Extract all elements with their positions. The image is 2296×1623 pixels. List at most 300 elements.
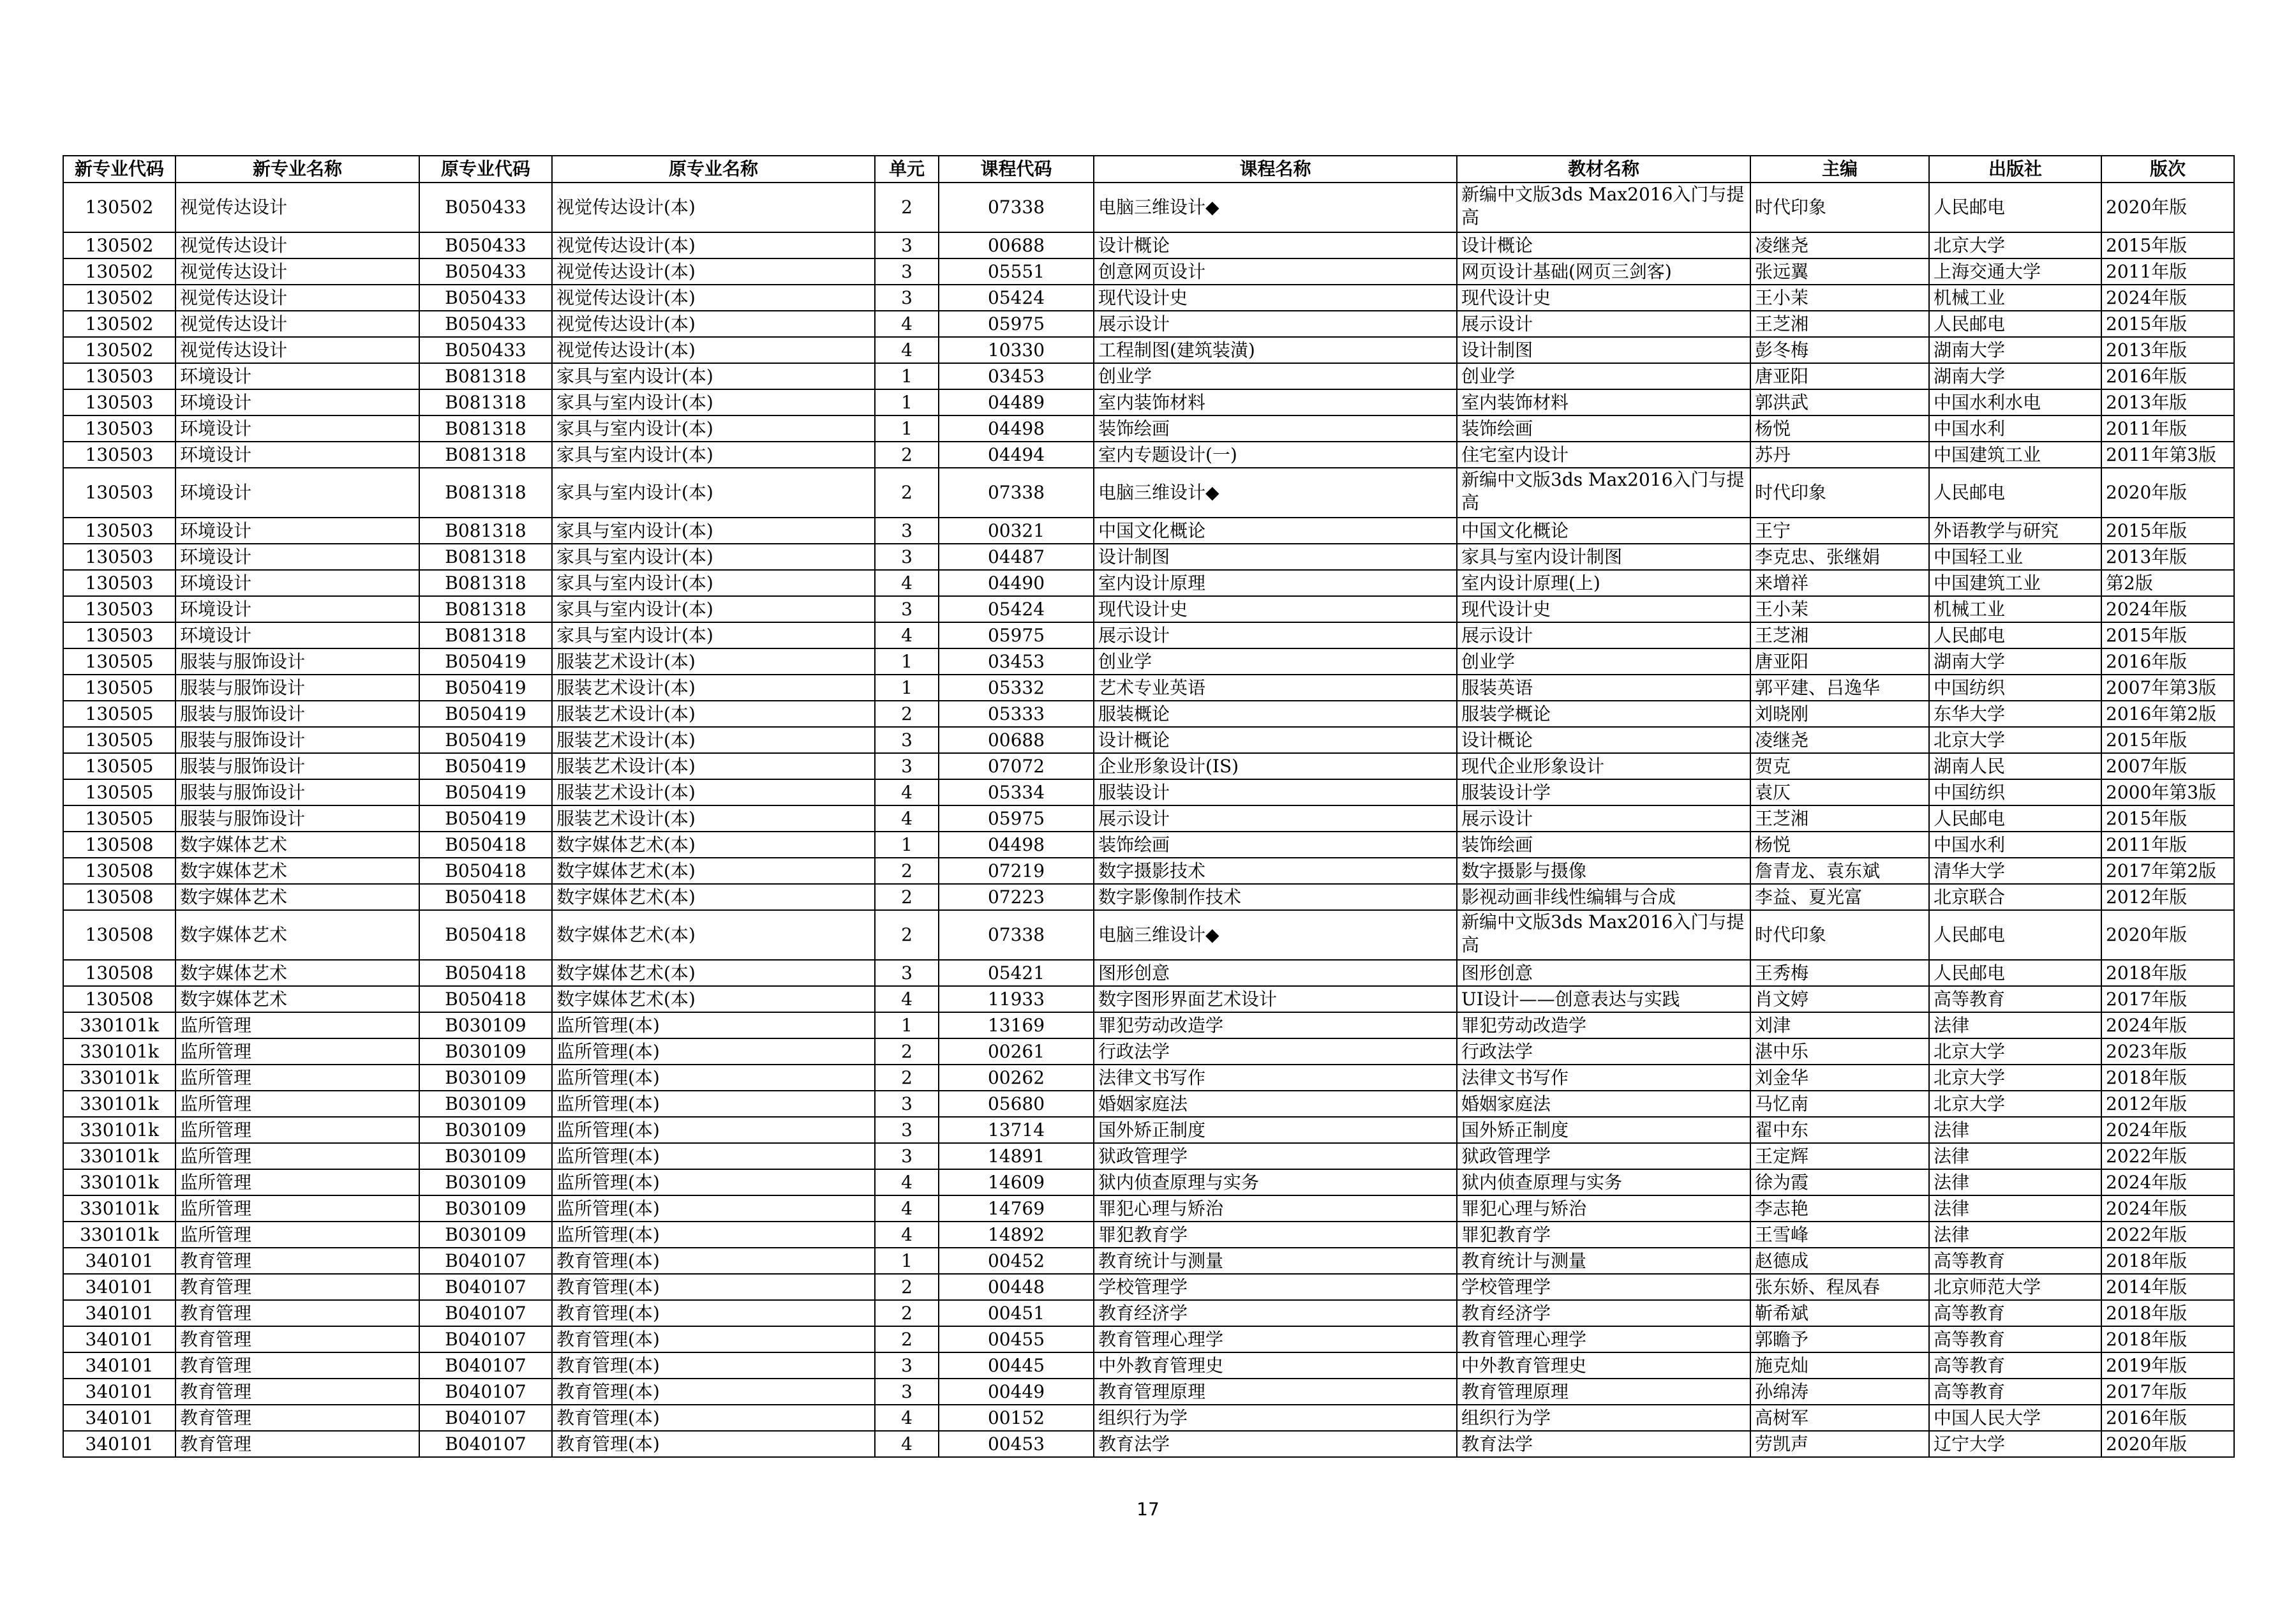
cell-textbook-name: 展示设计: [1457, 805, 1750, 832]
cell-unit: 4: [875, 570, 939, 596]
cell-new-major-code: 330101k: [63, 1038, 175, 1065]
table-row: [63, 648, 2234, 675]
cell-new-major-code: 130502: [63, 258, 175, 285]
cell-new-major-name: 视觉传达设计: [175, 337, 419, 363]
cell-unit: 1: [875, 1012, 939, 1038]
cell-old-major-code: B050433: [419, 232, 552, 258]
cell-new-major-name: 环境设计: [175, 544, 419, 570]
cell-textbook-name: 展示设计: [1457, 622, 1750, 648]
table-row: [63, 1065, 2234, 1091]
cell-textbook-name: 教育经济学: [1457, 1300, 1750, 1326]
cell-unit: 4: [875, 1431, 939, 1457]
table-row: [63, 415, 2234, 442]
cell-course-name: 设计概论: [1094, 232, 1457, 258]
cell-old-major-code: B081318: [419, 596, 552, 622]
cell-unit: 3: [875, 518, 939, 544]
cell-publisher: 机械工业: [1929, 596, 2101, 622]
cell-unit: 2: [875, 1065, 939, 1091]
cell-new-major-name: 服装与服饰设计: [175, 675, 419, 701]
table-row: [63, 960, 2234, 986]
table-row: [63, 910, 2234, 960]
cell-publisher: 北京大学: [1929, 727, 2101, 753]
cell-publisher: 北京大学: [1929, 1065, 2101, 1091]
table-row: [63, 258, 2234, 285]
table-row: [63, 1117, 2234, 1143]
cell-edition: 2011年版: [2101, 258, 2234, 285]
cell-course-name: 图形创意: [1094, 960, 1457, 986]
table-row: [63, 727, 2234, 753]
cell-old-major-code: B050418: [419, 960, 552, 986]
cell-unit: 2: [875, 468, 939, 518]
cell-old-major-name: 数字媒体艺术(本): [552, 832, 875, 858]
cell-old-major-name: 监所管理(本): [552, 1143, 875, 1169]
cell-course-code: 05424: [939, 596, 1094, 622]
cell-publisher: 北京大学: [1929, 1038, 2101, 1065]
cell-editor: 劳凯声: [1750, 1431, 1929, 1457]
table-row: [63, 518, 2234, 544]
cell-edition: 2022年版: [2101, 1143, 2234, 1169]
cell-editor: 贺克: [1750, 753, 1929, 779]
cell-course-name: 电脑三维设计◆: [1094, 468, 1457, 518]
cell-unit: 3: [875, 960, 939, 986]
cell-publisher: 人民邮电: [1929, 468, 2101, 518]
cell-old-major-name: 教育管理(本): [552, 1326, 875, 1352]
cell-publisher: 法律: [1929, 1143, 2101, 1169]
cell-new-major-name: 环境设计: [175, 518, 419, 544]
cell-old-major-code: B040107: [419, 1379, 552, 1405]
cell-course-code: 03453: [939, 648, 1094, 675]
cell-old-major-code: B050433: [419, 258, 552, 285]
header-row: [63, 156, 2234, 183]
cell-course-name: 狱内侦查原理与实务: [1094, 1169, 1457, 1195]
cell-course-code: 04490: [939, 570, 1094, 596]
table-row: [63, 311, 2234, 337]
cell-old-major-code: B081318: [419, 518, 552, 544]
table-row: [63, 1405, 2234, 1431]
cell-old-major-code: B050419: [419, 701, 552, 727]
cell-course-name: 狱政管理学: [1094, 1143, 1457, 1169]
cell-unit: 4: [875, 1222, 939, 1248]
cell-textbook-name: 罪犯教育学: [1457, 1222, 1750, 1248]
cell-old-major-code: B050433: [419, 337, 552, 363]
cell-textbook-name: 室内设计原理(上): [1457, 570, 1750, 596]
cell-new-major-name: 视觉传达设计: [175, 232, 419, 258]
cell-old-major-name: 服装艺术设计(本): [552, 779, 875, 805]
cell-editor: 袁仄: [1750, 779, 1929, 805]
cell-course-code: 14609: [939, 1169, 1094, 1195]
cell-textbook-name: 设计概论: [1457, 232, 1750, 258]
table-row: [63, 363, 2234, 389]
cell-course-name: 行政法学: [1094, 1038, 1457, 1065]
cell-unit: 3: [875, 258, 939, 285]
table-row: [63, 622, 2234, 648]
cell-new-major-code: 340101: [63, 1379, 175, 1405]
cell-new-major-name: 监所管理: [175, 1195, 419, 1222]
cell-unit: 3: [875, 1091, 939, 1117]
cell-old-major-name: 视觉传达设计(本): [552, 311, 875, 337]
cell-edition: 2016年版: [2101, 1405, 2234, 1431]
cell-publisher: 高等教育: [1929, 1352, 2101, 1379]
table-row: [63, 570, 2234, 596]
cell-editor: 唐亚阳: [1750, 363, 1929, 389]
cell-old-major-name: 数字媒体艺术(本): [552, 910, 875, 960]
cell-unit: 2: [875, 884, 939, 910]
cell-textbook-name: 服装学概论: [1457, 701, 1750, 727]
cell-course-name: 企业形象设计(IS): [1094, 753, 1457, 779]
cell-new-major-name: 数字媒体艺术: [175, 832, 419, 858]
cell-publisher: 机械工业: [1929, 285, 2101, 311]
cell-course-name: 法律文书写作: [1094, 1065, 1457, 1091]
cell-publisher: 湖南大学: [1929, 363, 2101, 389]
cell-course-code: 04498: [939, 415, 1094, 442]
cell-new-major-code: 340101: [63, 1300, 175, 1326]
cell-old-major-code: B050419: [419, 779, 552, 805]
cell-new-major-code: 130503: [63, 518, 175, 544]
cell-old-major-name: 服装艺术设计(本): [552, 701, 875, 727]
cell-old-major-name: 视觉传达设计(本): [552, 258, 875, 285]
cell-course-name: 装饰绘画: [1094, 832, 1457, 858]
cell-edition: 2017年第2版: [2101, 858, 2234, 884]
cell-textbook-name: 中国文化概论: [1457, 518, 1750, 544]
cell-publisher: 湖南大学: [1929, 648, 2101, 675]
cell-edition: 2013年版: [2101, 544, 2234, 570]
cell-edition: 2015年版: [2101, 311, 2234, 337]
cell-new-major-code: 130508: [63, 910, 175, 960]
cell-new-major-code: 330101k: [63, 1065, 175, 1091]
cell-editor: 唐亚阳: [1750, 648, 1929, 675]
cell-course-code: 07338: [939, 468, 1094, 518]
cell-new-major-code: 130505: [63, 753, 175, 779]
cell-new-major-name: 环境设计: [175, 442, 419, 468]
cell-publisher: 北京大学: [1929, 1091, 2101, 1117]
cell-unit: 2: [875, 1300, 939, 1326]
cell-textbook-name: 现代设计史: [1457, 596, 1750, 622]
cell-course-code: 00451: [939, 1300, 1094, 1326]
cell-course-code: 07338: [939, 910, 1094, 960]
cell-new-major-name: 教育管理: [175, 1274, 419, 1300]
cell-textbook-name: 罪犯劳动改造学: [1457, 1012, 1750, 1038]
cell-old-major-code: B050433: [419, 285, 552, 311]
cell-textbook-name: 服装设计学: [1457, 779, 1750, 805]
cell-editor: 高树军: [1750, 1405, 1929, 1431]
cell-new-major-code: 130503: [63, 622, 175, 648]
cell-new-major-code: 340101: [63, 1352, 175, 1379]
cell-publisher: 中国建筑工业: [1929, 570, 2101, 596]
cell-old-major-name: 视觉传达设计(本): [552, 285, 875, 311]
cell-course-name: 创意网页设计: [1094, 258, 1457, 285]
cell-old-major-name: 服装艺术设计(本): [552, 727, 875, 753]
cell-textbook-name: 国外矫正制度: [1457, 1117, 1750, 1143]
cell-course-code: 00452: [939, 1248, 1094, 1274]
cell-publisher: 高等教育: [1929, 1248, 2101, 1274]
cell-unit: 4: [875, 805, 939, 832]
cell-unit: 2: [875, 183, 939, 232]
cell-new-major-code: 130502: [63, 337, 175, 363]
cell-old-major-name: 监所管理(本): [552, 1038, 875, 1065]
cell-textbook-name: 家具与室内设计制图: [1457, 544, 1750, 570]
cell-old-major-code: B081318: [419, 363, 552, 389]
header-new-major-code: 新专业代码: [63, 156, 175, 183]
cell-old-major-name: 监所管理(本): [552, 1195, 875, 1222]
cell-course-name: 创业学: [1094, 363, 1457, 389]
cell-course-name: 设计概论: [1094, 727, 1457, 753]
table-row: [63, 805, 2234, 832]
cell-editor: 孙绵涛: [1750, 1379, 1929, 1405]
cell-textbook-name: 图形创意: [1457, 960, 1750, 986]
cell-unit: 2: [875, 701, 939, 727]
cell-new-major-name: 监所管理: [175, 1065, 419, 1091]
cell-textbook-name: 法律文书写作: [1457, 1065, 1750, 1091]
cell-new-major-name: 视觉传达设计: [175, 183, 419, 232]
cell-new-major-name: 视觉传达设计: [175, 285, 419, 311]
cell-new-major-code: 130503: [63, 544, 175, 570]
cell-old-major-code: B081318: [419, 442, 552, 468]
table-row: [63, 1379, 2234, 1405]
cell-edition: 2017年版: [2101, 1379, 2234, 1405]
cell-course-code: 14769: [939, 1195, 1094, 1222]
cell-course-code: 07223: [939, 884, 1094, 910]
cell-unit: 1: [875, 648, 939, 675]
cell-new-major-code: 130503: [63, 389, 175, 415]
table-row: [63, 1352, 2234, 1379]
cell-course-name: 数字影像制作技术: [1094, 884, 1457, 910]
cell-old-major-name: 家具与室内设计(本): [552, 468, 875, 518]
cell-course-name: 学校管理学: [1094, 1274, 1457, 1300]
header-course-code: 课程代码: [939, 156, 1094, 183]
cell-textbook-name: 住宅室内设计: [1457, 442, 1750, 468]
cell-edition: 2011年第3版: [2101, 442, 2234, 468]
cell-new-major-name: 环境设计: [175, 468, 419, 518]
cell-textbook-name: 影视动画非线性编辑与合成: [1457, 884, 1750, 910]
cell-unit: 3: [875, 1352, 939, 1379]
table-row: [63, 675, 2234, 701]
header-edition: 版次: [2101, 156, 2234, 183]
cell-course-code: 05333: [939, 701, 1094, 727]
cell-new-major-name: 环境设计: [175, 570, 419, 596]
cell-unit: 2: [875, 1274, 939, 1300]
cell-new-major-code: 330101k: [63, 1222, 175, 1248]
cell-new-major-code: 330101k: [63, 1169, 175, 1195]
cell-old-major-code: B050419: [419, 648, 552, 675]
table-row: [63, 701, 2234, 727]
cell-course-code: 05680: [939, 1091, 1094, 1117]
cell-textbook-name: 学校管理学: [1457, 1274, 1750, 1300]
cell-unit: 1: [875, 675, 939, 701]
cell-new-major-name: 监所管理: [175, 1091, 419, 1117]
cell-old-major-code: B030109: [419, 1065, 552, 1091]
cell-editor: 王定辉: [1750, 1143, 1929, 1169]
cell-old-major-code: B040107: [419, 1352, 552, 1379]
cell-unit: 3: [875, 1117, 939, 1143]
cell-editor: 施克灿: [1750, 1352, 1929, 1379]
cell-textbook-name: 展示设计: [1457, 311, 1750, 337]
cell-old-major-name: 家具与室内设计(本): [552, 415, 875, 442]
cell-old-major-name: 家具与室内设计(本): [552, 570, 875, 596]
cell-edition: 2019年版: [2101, 1352, 2234, 1379]
cell-textbook-name: 罪犯心理与矫治: [1457, 1195, 1750, 1222]
cell-old-major-name: 家具与室内设计(本): [552, 518, 875, 544]
cell-editor: 杨悦: [1750, 415, 1929, 442]
cell-textbook-name: 装饰绘画: [1457, 832, 1750, 858]
cell-new-major-code: 330101k: [63, 1012, 175, 1038]
header-textbook-name: 教材名称: [1457, 156, 1750, 183]
cell-unit: 3: [875, 232, 939, 258]
cell-editor: 肖文婷: [1750, 986, 1929, 1012]
cell-new-major-name: 服装与服饰设计: [175, 805, 419, 832]
cell-new-major-name: 监所管理: [175, 1012, 419, 1038]
cell-unit: 4: [875, 622, 939, 648]
cell-old-major-code: B050433: [419, 183, 552, 232]
cell-course-code: 04489: [939, 389, 1094, 415]
cell-course-name: 教育管理心理学: [1094, 1326, 1457, 1352]
cell-course-name: 教育经济学: [1094, 1300, 1457, 1326]
cell-new-major-name: 监所管理: [175, 1143, 419, 1169]
cell-old-major-name: 服装艺术设计(本): [552, 805, 875, 832]
cell-publisher: 中国纺织: [1929, 675, 2101, 701]
cell-new-major-code: 340101: [63, 1431, 175, 1457]
cell-course-code: 03453: [939, 363, 1094, 389]
cell-new-major-name: 数字媒体艺术: [175, 910, 419, 960]
cell-editor: 翟中东: [1750, 1117, 1929, 1143]
table-row: [63, 1431, 2234, 1457]
table-row: [63, 1274, 2234, 1300]
cell-editor: 王芝湘: [1750, 622, 1929, 648]
cell-course-name: 教育统计与测量: [1094, 1248, 1457, 1274]
cell-publisher: 湖南大学: [1929, 337, 2101, 363]
cell-old-major-name: 视觉传达设计(本): [552, 183, 875, 232]
cell-publisher: 高等教育: [1929, 1300, 2101, 1326]
cell-publisher: 中国纺织: [1929, 779, 2101, 805]
cell-edition: 2020年版: [2101, 468, 2234, 518]
cell-new-major-name: 教育管理: [175, 1326, 419, 1352]
cell-new-major-code: 130508: [63, 986, 175, 1012]
cell-editor: 李克忠、张继娟: [1750, 544, 1929, 570]
cell-publisher: 人民邮电: [1929, 311, 2101, 337]
cell-editor: 张远翼: [1750, 258, 1929, 285]
cell-editor: 李志艳: [1750, 1195, 1929, 1222]
cell-new-major-code: 340101: [63, 1248, 175, 1274]
cell-editor: 王宁: [1750, 518, 1929, 544]
cell-old-major-code: B030109: [419, 1169, 552, 1195]
header-old-major-name: 原专业名称: [552, 156, 875, 183]
cell-old-major-code: B040107: [419, 1274, 552, 1300]
cell-editor: 徐为霞: [1750, 1169, 1929, 1195]
cell-unit: 4: [875, 1195, 939, 1222]
cell-old-major-name: 教育管理(本): [552, 1300, 875, 1326]
cell-course-code: 13169: [939, 1012, 1094, 1038]
cell-unit: 3: [875, 753, 939, 779]
cell-old-major-code: B050419: [419, 805, 552, 832]
cell-new-major-code: 130505: [63, 648, 175, 675]
header-old-major-code: 原专业代码: [419, 156, 552, 183]
cell-new-major-name: 教育管理: [175, 1405, 419, 1431]
cell-edition: 2018年版: [2101, 1065, 2234, 1091]
cell-new-major-name: 教育管理: [175, 1300, 419, 1326]
cell-edition: 2012年版: [2101, 1091, 2234, 1117]
cell-publisher: 清华大学: [1929, 858, 2101, 884]
cell-course-code: 07072: [939, 753, 1094, 779]
cell-edition: 2016年第2版: [2101, 701, 2234, 727]
cell-publisher: 法律: [1929, 1169, 2101, 1195]
cell-publisher: 法律: [1929, 1195, 2101, 1222]
cell-unit: 2: [875, 1326, 939, 1352]
cell-edition: 2022年版: [2101, 1222, 2234, 1248]
cell-new-major-name: 监所管理: [175, 1117, 419, 1143]
cell-old-major-name: 家具与室内设计(本): [552, 544, 875, 570]
table-header: [63, 156, 2234, 183]
cell-old-major-name: 服装艺术设计(本): [552, 648, 875, 675]
cell-course-name: 数字图形界面艺术设计: [1094, 986, 1457, 1012]
cell-editor: 苏丹: [1750, 442, 1929, 468]
cell-course-code: 00261: [939, 1038, 1094, 1065]
cell-new-major-name: 数字媒体艺术: [175, 960, 419, 986]
cell-new-major-code: 330101k: [63, 1143, 175, 1169]
cell-edition: 2015年版: [2101, 805, 2234, 832]
cell-course-name: 展示设计: [1094, 805, 1457, 832]
cell-new-major-name: 教育管理: [175, 1248, 419, 1274]
cell-unit: 4: [875, 986, 939, 1012]
cell-new-major-code: 330101k: [63, 1117, 175, 1143]
cell-new-major-code: 130505: [63, 701, 175, 727]
cell-unit: 4: [875, 337, 939, 363]
cell-old-major-code: B050419: [419, 727, 552, 753]
cell-edition: 2024年版: [2101, 1169, 2234, 1195]
cell-old-major-name: 监所管理(本): [552, 1065, 875, 1091]
cell-publisher: 高等教育: [1929, 986, 2101, 1012]
cell-textbook-name: 狱内侦查原理与实务: [1457, 1169, 1750, 1195]
cell-course-name: 中国文化概论: [1094, 518, 1457, 544]
cell-old-major-name: 服装艺术设计(本): [552, 753, 875, 779]
cell-edition: 2018年版: [2101, 1326, 2234, 1352]
cell-editor: 王小茉: [1750, 285, 1929, 311]
cell-new-major-code: 130503: [63, 442, 175, 468]
cell-old-major-name: 监所管理(本): [552, 1117, 875, 1143]
cell-new-major-code: 130505: [63, 805, 175, 832]
table-row: [63, 1012, 2234, 1038]
cell-textbook-name: 教育管理原理: [1457, 1379, 1750, 1405]
cell-old-major-code: B050418: [419, 910, 552, 960]
cell-textbook-name: 婚姻家庭法: [1457, 1091, 1750, 1117]
cell-editor: 时代印象: [1750, 468, 1929, 518]
cell-new-major-name: 数字媒体艺术: [175, 858, 419, 884]
cell-editor: 马忆南: [1750, 1091, 1929, 1117]
page-number: 17: [1137, 1499, 1159, 1520]
cell-course-name: 室内设计原理: [1094, 570, 1457, 596]
cell-edition: 2024年版: [2101, 1195, 2234, 1222]
cell-edition: 2024年版: [2101, 596, 2234, 622]
cell-publisher: 中国水利: [1929, 832, 2101, 858]
cell-textbook-name: 服装英语: [1457, 675, 1750, 701]
cell-publisher: 人民邮电: [1929, 622, 2101, 648]
header-course-name: 课程名称: [1094, 156, 1457, 183]
header-publisher: 出版社: [1929, 156, 2101, 183]
cell-course-code: 00448: [939, 1274, 1094, 1300]
cell-old-major-code: B050433: [419, 311, 552, 337]
table-row: [63, 442, 2234, 468]
cell-editor: 张东娇、程凤春: [1750, 1274, 1929, 1300]
cell-edition: 2011年版: [2101, 415, 2234, 442]
cell-textbook-name: 室内装饰材料: [1457, 389, 1750, 415]
cell-editor: 凌继尧: [1750, 727, 1929, 753]
cell-course-name: 国外矫正制度: [1094, 1117, 1457, 1143]
table-row: [63, 183, 2234, 232]
cell-old-major-code: B030109: [419, 1195, 552, 1222]
cell-old-major-code: B030109: [419, 1222, 552, 1248]
cell-publisher: 人民邮电: [1929, 183, 2101, 232]
cell-course-code: 05975: [939, 805, 1094, 832]
cell-old-major-name: 数字媒体艺术(本): [552, 960, 875, 986]
cell-old-major-name: 教育管理(本): [552, 1248, 875, 1274]
